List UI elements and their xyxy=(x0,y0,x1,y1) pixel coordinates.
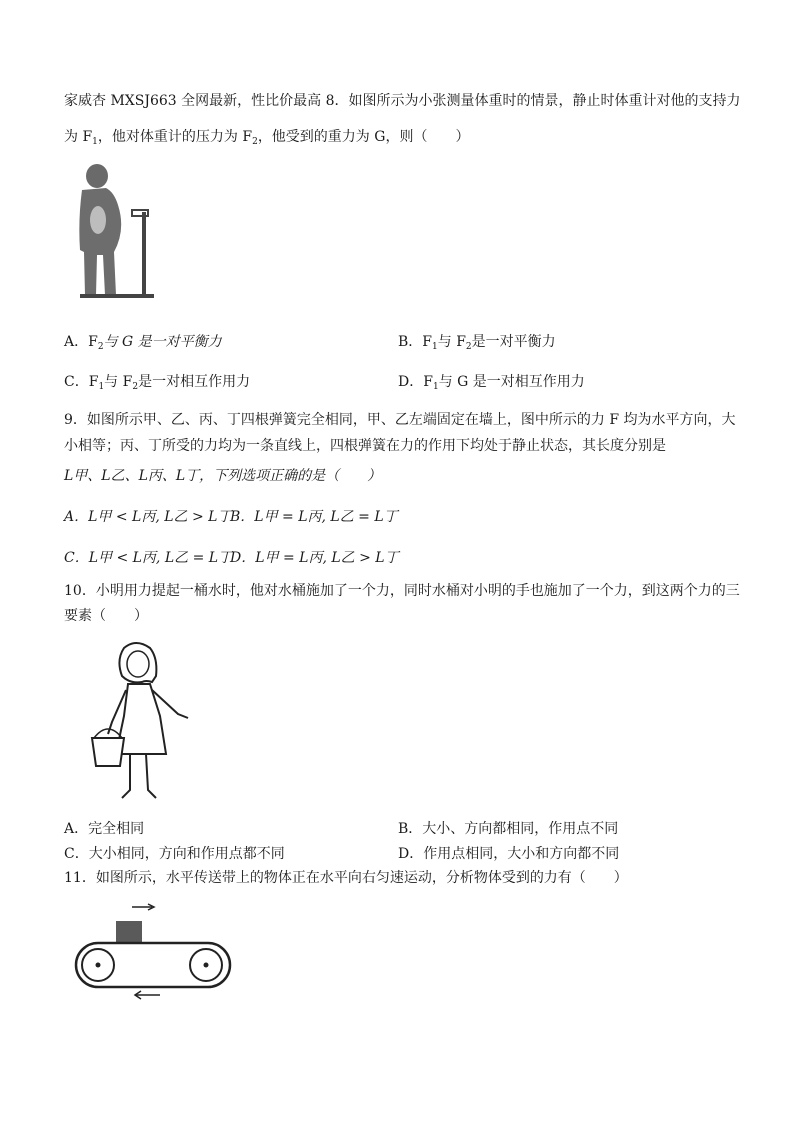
left-pulley-axle xyxy=(96,963,101,968)
q10-stem-line2: 要素（ ） xyxy=(64,608,148,624)
q8-figure-person-on-scale xyxy=(68,160,164,302)
q8-option-c[interactable]: C．$F_1$与 $F_2$是一对相互作用力 xyxy=(64,374,251,392)
person-body xyxy=(79,188,121,295)
q10-option-d[interactable]: D．作用点相同，大小和方向都不同 xyxy=(398,846,620,862)
q9-stem-line1: 9．如图所示甲、乙、丙、丁四根弹簧完全相同，甲、乙左端固定在墙上，图中所示的力 F 均为水平方向，大 xyxy=(64,412,736,428)
q8-option-a[interactable]: A．$F_2$与 G 是一对平衡力 xyxy=(64,334,222,352)
girl-legs xyxy=(122,754,156,798)
q9-stem-line3: L甲、L乙、L丙、L丁，下列选项正确的是（ ） xyxy=(64,468,382,484)
object-block xyxy=(116,921,142,943)
q9-option-a[interactable]: A．L甲 < L丙, L乙 > L丁 xyxy=(64,509,232,525)
q9-option-c[interactable]: C．L甲 < L丙, L乙 = L丁 xyxy=(64,550,233,566)
q8-stem-line1: 家威杏 MXSJ663 全网最新，性比价最高 8．如图所示为小张测量体重时的情景，静止时体重计对他的支持力 xyxy=(64,93,741,109)
q10-stem-line1: 10．小明用力提起一桶水时，他对水桶施加了一个力，同时水桶对小明的手也施加了一个力，到这两个力的三 xyxy=(64,583,740,599)
person-head xyxy=(86,164,108,188)
girl-face xyxy=(127,651,149,677)
right-pulley-axle xyxy=(204,963,209,968)
q11-stem-line1: 11．如图所示，水平传送带上的物体正在水平向右匀速运动，分析物体受到的力有（ ） xyxy=(64,870,628,886)
q9-option-d[interactable]: D．L甲 = L丙, L乙 > L丁 xyxy=(230,550,399,566)
q10-option-b[interactable]: B．大小、方向都相同，作用点不同 xyxy=(398,821,619,837)
scale-column xyxy=(142,212,146,296)
bucket xyxy=(92,738,124,766)
q8-option-d[interactable]: D．$F_1$与 G 是一对相互作用力 xyxy=(398,374,585,392)
q10-figure-girl-with-bucket xyxy=(86,640,196,806)
q8-option-b[interactable]: B．$F_1$与 $F_2$是一对平衡力 xyxy=(398,334,556,352)
q10-option-a[interactable]: A．完全相同 xyxy=(64,821,145,837)
q9-stem-line2: 小相等；丙、丁所受的力均为一条直线上，四根弹簧在力的作用下均处于静止状态，其长度分别是 xyxy=(64,438,666,454)
q8-stem-line2: 为 $F_1$，他对体重计的压力为 $F_2$，他受到的重力为 G，则（ ） xyxy=(64,129,470,147)
q11-figure-conveyor-belt xyxy=(70,895,235,1005)
q9-option-b[interactable]: B．L甲 = L丙, L乙 = L丁 xyxy=(230,509,398,525)
q10-option-c[interactable]: C．大小相同，方向和作用点都不同 xyxy=(64,846,285,862)
person-belly-highlight xyxy=(90,206,106,234)
